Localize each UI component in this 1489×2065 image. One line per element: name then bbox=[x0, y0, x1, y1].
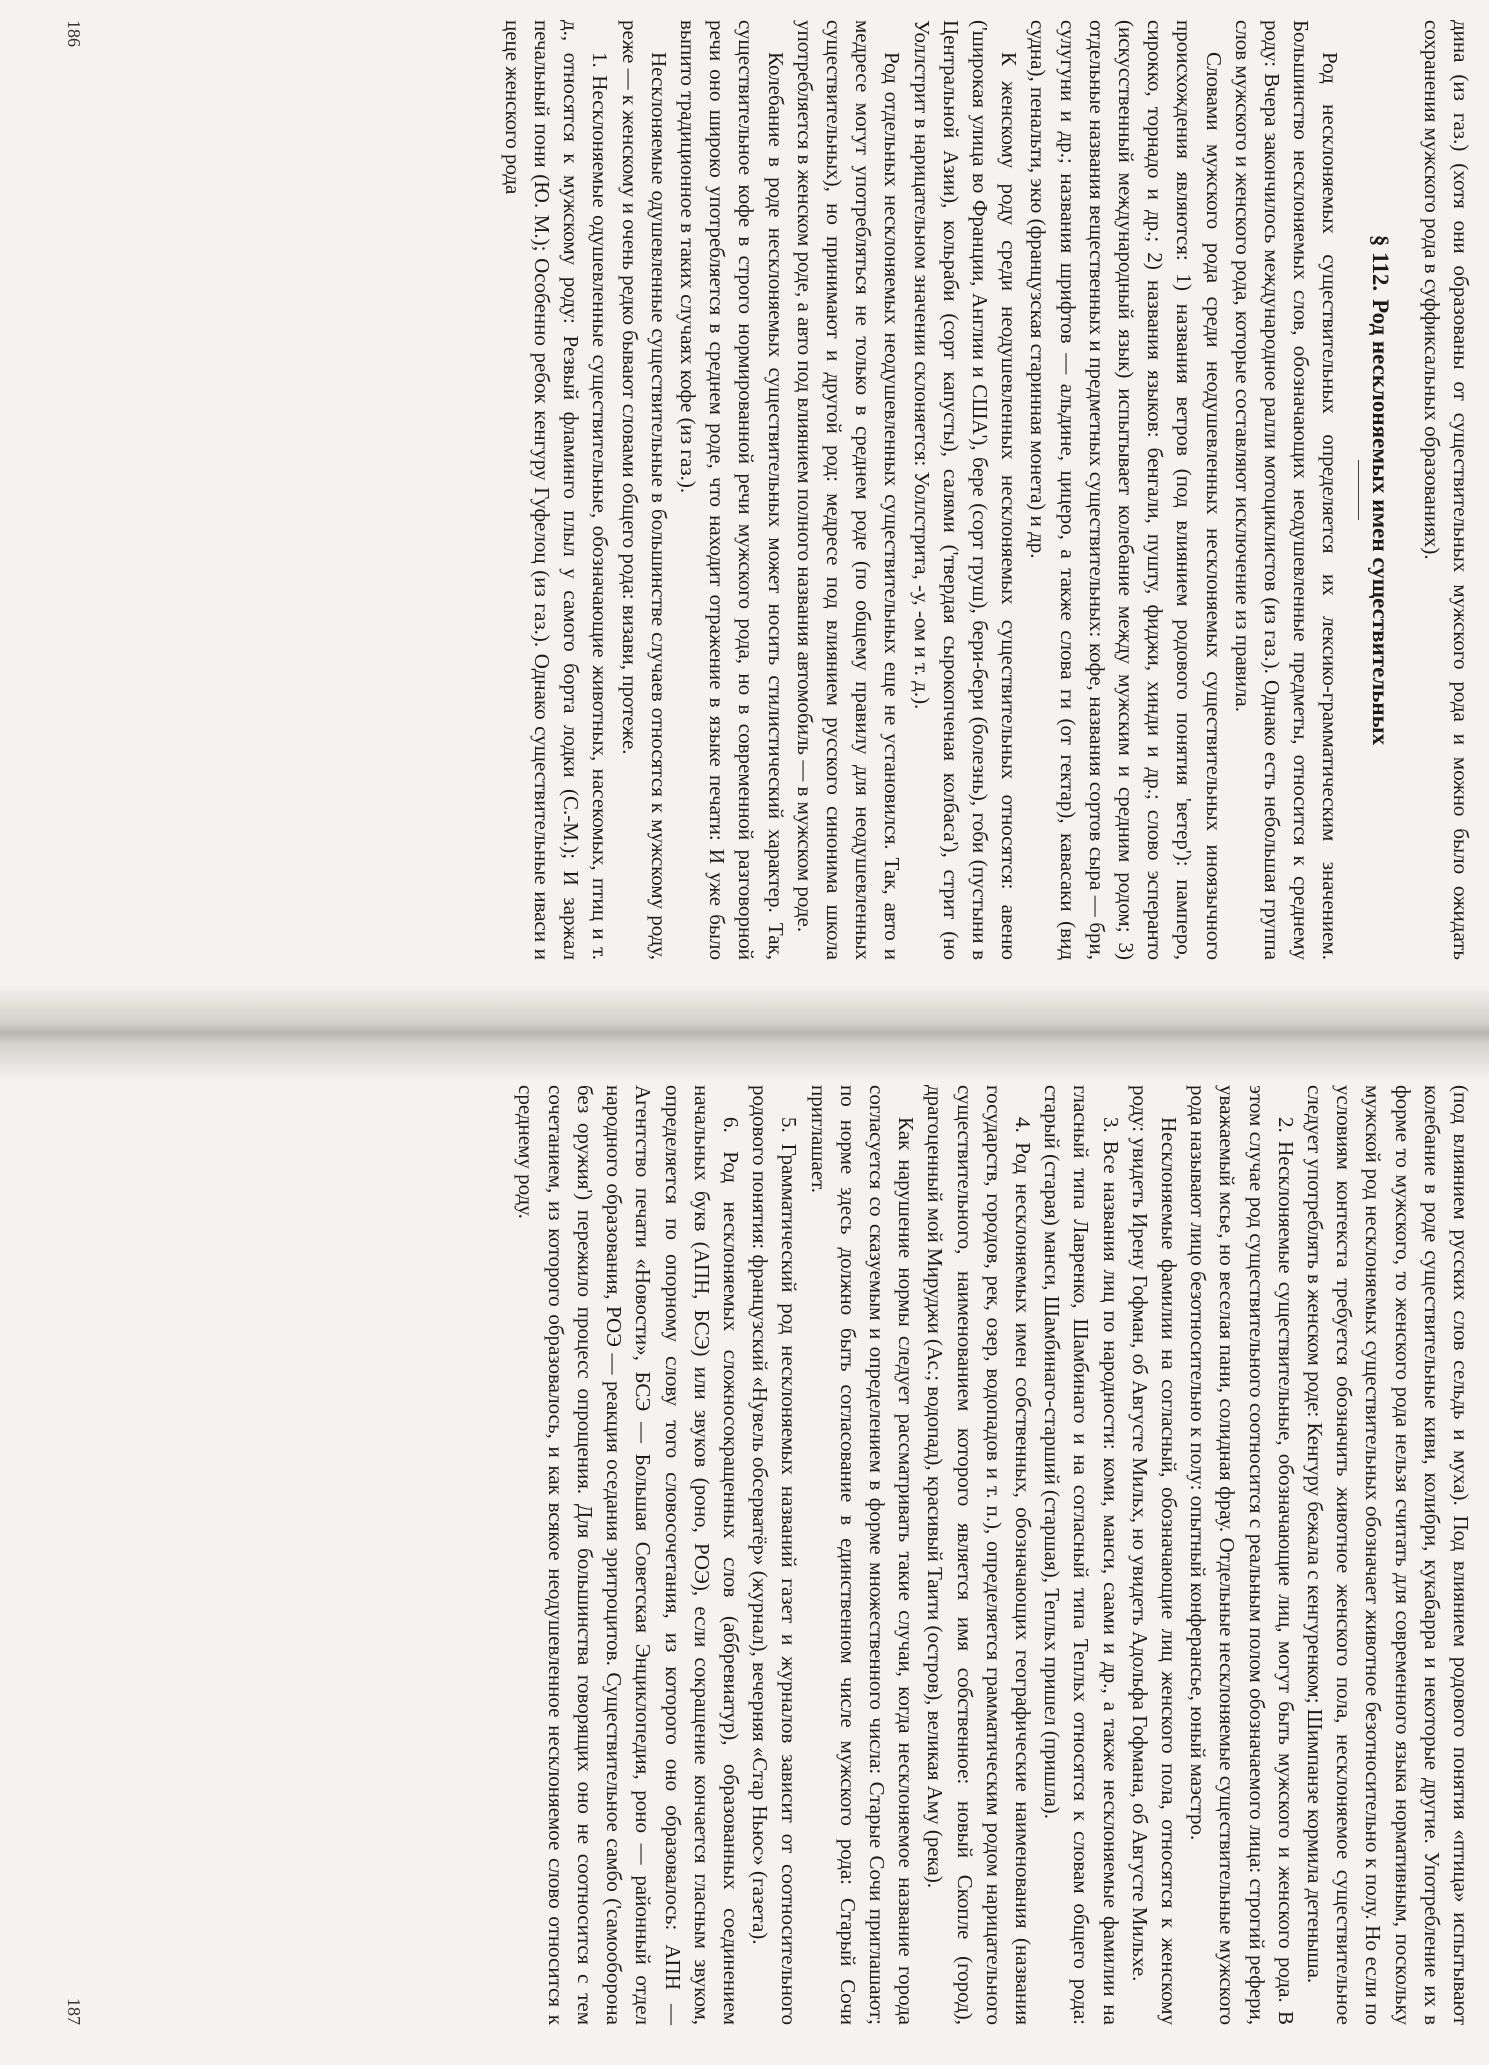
paragraph: Как нарушение нормы следует рассматривать такие случаи, когда несклоняемое название города согласуется со сказуемым и определением в форме множественного числа: Старые Сочи приглашают; по норме здесь должно быть согласование в единственном числе мужского рода: Старый Сочи приглашает. bbox=[806, 1085, 919, 2025]
paragraph: 6. Род несклоняемых сложносокращенных слов (аббревиатур), образованных соединением начальных букв (АПН, БСЭ) или звуков (роно, РОЭ), если сокращение кончается гласным звуком, определяется по опорному слову того словосочетания, из которого оно образовалось: АПН — Агентство печати «Новости», БСЭ — Большая Советская Энциклопедия, роно — районный отдел народного образования, РОЭ — реакция оседания эритроцитов. Существительное самбо ('самооборона без оружия') пережило процесс опрощения. Для большинства говорящих оно не соотносится с тем сочетанием, из которого образовалось, и как всякое неодушевленное несклоняемое слово относится к среднему роду. bbox=[514, 1085, 743, 2025]
page-number: 186 bbox=[64, 20, 85, 47]
paragraph: 1. Несклоняемые одушевленные существительные, обозначающие животных, насекомых, птиц и т. д., относятся к мужскому роду: Резвый фламинго плыл у самого борта лодки (С.-М.); И заржал печальный пони (Ю. М.); Особенно ребок кенгуру Гуфелоц (из газ.). Однако существительные иваси и цеце женского рода bbox=[500, 20, 613, 960]
page-number: 187 bbox=[64, 1998, 85, 2025]
right-page bbox=[65, 1085, 1475, 2025]
paragraph: 3. Все названия лиц по народности: коми, манси, саами и др., а также несклоняемые фамилии на гласный типа Лавренко, Шамбинаго и на согласный типа Тепльх относятся к словам общего рода: старый (старая) манси, Шамбинаго-старший (старшая), Тепльх пришел (пришла). bbox=[1040, 1085, 1123, 2025]
left-page bbox=[65, 20, 1475, 960]
paragraph: Словами мужского рода среди неодушевленных несклоняемых существительных иноязычного происхождения являются: 1) названия ветров (под влиянием родового понятия 'ветер'): памперо, сирокко, торнадо и др.; 2) названия языков: бенгали, пушту, фиджи, хинди и др.; слово эсперанто (искусственный международный язык) испытывает колебание между мужским и средним родом; 3) отдельные названия вещественных и предметных существительных: кофе, названия сортов сыра — бри, сулугуни и др.; названия шрифтов — альдине, цицеро, а также слова ги (от гектар), кавасаки (вид судна), пенальти, экю (французская старинная монета) и др. bbox=[1026, 20, 1226, 960]
paragraph: Род отдельных несклоняемых неодушевленных существительных еще не установился. Так, авто и медресе могут употребляться не только в среднем роде (по общему правилу для неодушевленных существительных), но принимают и другой род: медресе под влиянием русского синонима школа употребляется в женском роде, а авто под влиянием полного названия автомобиль — в мужском роде. bbox=[792, 20, 905, 960]
paragraph: Несклоняемые одушевленные существительные в большинстве случаев относятся к мужскому роду, реже — к женскому и очень редко бывают словами общего рода: визави, протеже. bbox=[617, 20, 671, 960]
section-heading bbox=[1365, 20, 1394, 960]
section-title: Род несклоняемых имен существительных bbox=[1367, 299, 1393, 746]
paragraph: Род несклоняемых существительных определяется их лексико-грамматическим значением. Большинство несклоняемых слов, обозначающих неодушевленные предметы, относится к среднему роду: Вчера закончилось международное ралли мотоциклистов (из газ.). Однако есть небольшая группа слов мужского и женского рода, которые составляют исключение из правила. bbox=[1230, 20, 1343, 960]
paragraph: 2. Несклоняемые существительные, обозначающие лиц, могут быть мужского и женского рода. В этом случае род существительного соотносится с реальным полом обозначаемого лица: строгий рефери, уважаемый мсье, но веселая пани, солидная фрау. Отдельные несклоняемые существительные мужского рода называют лицо безотносительно к полу: опытный конферансье, юный маэстро. bbox=[1186, 1085, 1298, 2025]
heading-rule bbox=[1358, 460, 1359, 520]
section-number: § 112. bbox=[1367, 234, 1393, 292]
book-gutter bbox=[0, 985, 1489, 1080]
paragraph: Колебание в роде несклоняемых существительных может носить стилистический характер. Так, существительное кофе в строго нормированной речи мужского рода, но в современной разговорной речи оно широко употребляется в среднем роде, что находит отражение в языке печати: И уже было выпито традиционное в таких случаях кофе (из газ.). bbox=[675, 20, 788, 960]
paragraph: (под влиянием русских слов сельдь и муха). Под влиянием родового понятия «птица» испытывают колебание в роде существительные киви, колибри, кукабарра и некоторые другие. Употребление их в форме то мужского, то женского рода нельзя считать для современного языка нормативным, поскольку мужской род несклоняемых существительных обозначает животное безотносительно к полу. Но если по условиям контекста требуется обозначить животное женского пола, несклоняемое существительное следует употреблять в женском роде: Кенгуру бежала с кенгуренком; Шимпанзе кормила детеныша. bbox=[1302, 1085, 1473, 2025]
paragraph: 5. Грамматический род несклоняемых названий газет и журналов зависит от соотносительного родового понятия: французский «Нувель обсерватёр» (журнал), вечерняя «Стар Ньюс» (газета). bbox=[748, 1085, 802, 2025]
paragraph: К женскому роду среди неодушевленных несклоняемых существительных относятся: авеню ('широкая улица во Франции, Англии и США'), бере (сорт груш), бери-бери (болезнь), гоби (пустыни в Центральной Азии), кольраби (сорт капусты), салями ('твердая сырокопченая колбаса'), стрит (но Уоллстрит в нарицательном значении склоняется: Уоллстрита, -у, -ом и т. д.). bbox=[909, 20, 1022, 960]
paragraph: 4. Род несклоняемых имен собственных, обозначающих географические наименования (названия государств, городов, рек, озер, водопадов и т. п.), определяется грамматическим родом нарицательного существительного, наименованием которого является имя собственное: новый Скопле (город), драгоценный мой Мируджи (Ас.; водопад), красивый Таити (остров), великая Аму (река). bbox=[923, 1085, 1035, 2025]
paragraph: Несклоняемые фамилии на согласный, обозначающие лиц женского пола, относятся к женскому роду: увидеть Ирену Гофман, об Августе Мильх, но увидеть Адольфа Гофмана, об Августе Мильхе. bbox=[1127, 1085, 1181, 2025]
page-fragment: дина (из газ.) (хотя они образованы от существительных мужского рода и можно было ожидать сохранения мужского рода в суффиксальных образованиях). bbox=[1419, 20, 1473, 960]
